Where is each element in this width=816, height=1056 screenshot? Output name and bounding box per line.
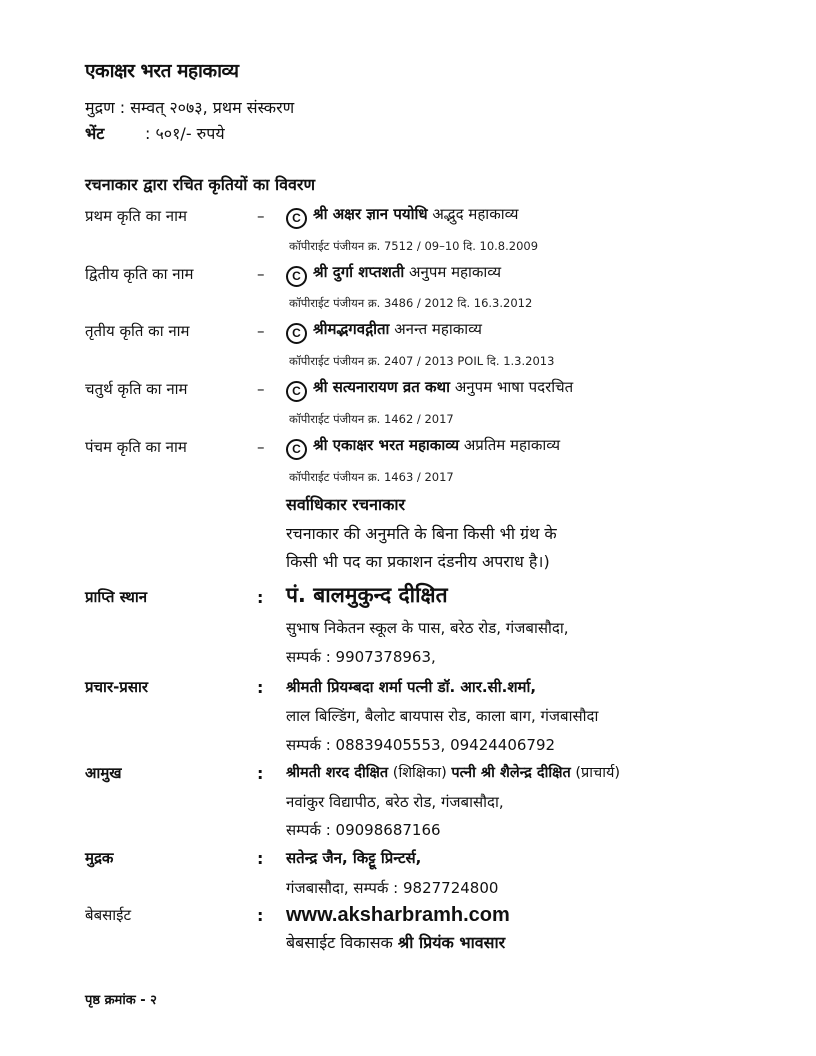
work-label: द्वितीय कृति का नाम	[85, 265, 194, 283]
website-label: बेबसाईट	[85, 906, 132, 924]
mudrak-label: मुद्रक	[85, 849, 114, 867]
works-heading: रचनाकार द्वारा रचित कृतियों का विवरण	[85, 175, 316, 194]
page-number: पृष्ठ क्रमांक - २	[85, 993, 157, 1008]
aamukh-name-line	[286, 766, 620, 781]
work-registration: कॉपीराईट पंजीयन क्र. 2407 / 2013 POIL दि. 1.3.2013	[289, 354, 555, 368]
website-developer	[286, 935, 505, 951]
work-title-line	[286, 207, 518, 229]
work-label: प्रथम कृति का नाम	[85, 207, 187, 225]
aamukh-role-2: (प्राचार्य)	[575, 765, 621, 781]
prapti-separator: :	[257, 588, 264, 607]
price-label: भेंट	[85, 124, 105, 143]
aamukh-role-1: (शिक्षिका)	[392, 765, 447, 781]
work-name: श्री दुर्गा शप्तशती	[313, 263, 405, 281]
work-name: श्रीमद्भगवद्गीता	[313, 320, 390, 338]
work-desc: अनुपम महाकाव्य	[409, 263, 502, 281]
prachar-address: लाल बिल्डिंग, बैलोट बायपास रोड, काला बाग, गंजबासौदा	[286, 707, 599, 725]
aamukh-label: आमुख	[85, 764, 122, 782]
work-name: श्री सत्यनारायण व्रत कथा	[313, 378, 451, 396]
prapti-phone: सम्पर्क : 9907378963,	[286, 648, 436, 666]
work-registration: कॉपीराईट पंजीयन क्र. 1463 / 2017	[289, 470, 454, 484]
work-separator: –	[257, 207, 265, 225]
work-title-line	[286, 322, 482, 344]
work-separator: –	[257, 380, 265, 398]
work-desc: अनुपम भाषा पदरचित	[454, 378, 574, 396]
prapti-name: पं. बालमुकुन्द दीक्षित	[286, 583, 448, 607]
work-separator: –	[257, 438, 265, 456]
work-label: पंचम कृति का नाम	[85, 438, 187, 456]
copyright-icon: C	[286, 266, 307, 287]
prachar-label: प्रचार-प्रसार	[85, 678, 149, 696]
website-separator: :	[257, 906, 264, 925]
prachar-name: श्रीमती प्रियम्बदा शर्मा पत्नी डॉ. आर.सी.शर्मा,	[286, 678, 537, 696]
prachar-phone: सम्पर्क : 08839405553, 09424406792	[286, 736, 556, 754]
work-name: श्री एकाक्षर भरत महाकाव्य	[313, 436, 460, 454]
work-name: श्री अक्षर ज्ञान पयोधि	[313, 205, 428, 223]
rights-heading: सर्वाधिकार रचनाकार	[286, 495, 406, 514]
copyright-icon: C	[286, 323, 307, 344]
work-label: चतुर्थ कृति का नाम	[85, 380, 188, 398]
work-desc: अप्रतिम महाकाव्य	[463, 436, 561, 454]
rights-line-2: किसी भी पद का प्रकाशन दंडनीय अपराध है।)	[286, 552, 550, 571]
mudrak-separator: :	[257, 849, 264, 868]
website-developer-prefix: बेबसाईट विकासक	[286, 933, 393, 952]
work-title-line	[286, 265, 501, 287]
work-title-line	[286, 380, 573, 402]
work-separator: –	[257, 322, 265, 340]
aamukh-address: नवांकुर विद्यापीठ, बरेठ रोड, गंजबासौदा,	[286, 793, 504, 811]
work-title-line	[286, 438, 560, 460]
prapti-label: प्राप्ति स्थान	[85, 588, 148, 606]
work-label: तृतीय कृति का नाम	[85, 322, 190, 340]
aamukh-phone: सम्पर्क : 09098687166	[286, 821, 441, 839]
price-value: : ५०१/- रुपये	[145, 124, 225, 143]
work-registration: कॉपीराईट पंजीयन क्र. 1462 / 2017	[289, 412, 454, 426]
work-registration: कॉपीराईट पंजीयन क्र. 7512 / 09–10 दि. 10.8.2009	[289, 239, 539, 253]
book-title: एकाक्षर भरत महाकाव्य	[85, 60, 239, 82]
work-desc: अद्भुद महाकाव्य	[432, 205, 519, 223]
copyright-icon: C	[286, 208, 307, 229]
work-registration: कॉपीराईट पंजीयन क्र. 3486 / 2012 दि. 16.3.2012	[289, 296, 533, 310]
website-link[interactable]: www.aksharbramh.com	[286, 904, 510, 926]
prapti-address: सुभाष निकेतन स्कूल के पास, बरेठ रोड, गंजबासौदा,	[286, 619, 569, 637]
website-developer-name: श्री प्रियंक भावसार	[397, 933, 506, 952]
aamukh-name-2: पत्नी श्री शैलेन्द्र दीक्षित	[451, 765, 571, 781]
aamukh-name-1: श्रीमती शरद दीक्षित	[286, 765, 389, 781]
mudrak-address: गंजबासौदा, सम्पर्क : 9827724800	[286, 879, 499, 897]
work-desc: अनन्त महाकाव्य	[394, 320, 482, 338]
rights-line-1: रचनाकार की अनुमति के बिना किसी भी ग्रंथ के	[286, 524, 557, 543]
copyright-icon: C	[286, 439, 307, 460]
edition-info: मुद्रण : सम्वत् २०७३, प्रथम संस्करण	[85, 98, 295, 117]
prachar-separator: :	[257, 678, 264, 697]
work-separator: –	[257, 265, 265, 283]
mudrak-name: सतेन्द्र जैन, किट्टू प्रिन्टर्स,	[286, 849, 422, 867]
copyright-icon: C	[286, 381, 307, 402]
aamukh-separator: :	[257, 764, 264, 783]
